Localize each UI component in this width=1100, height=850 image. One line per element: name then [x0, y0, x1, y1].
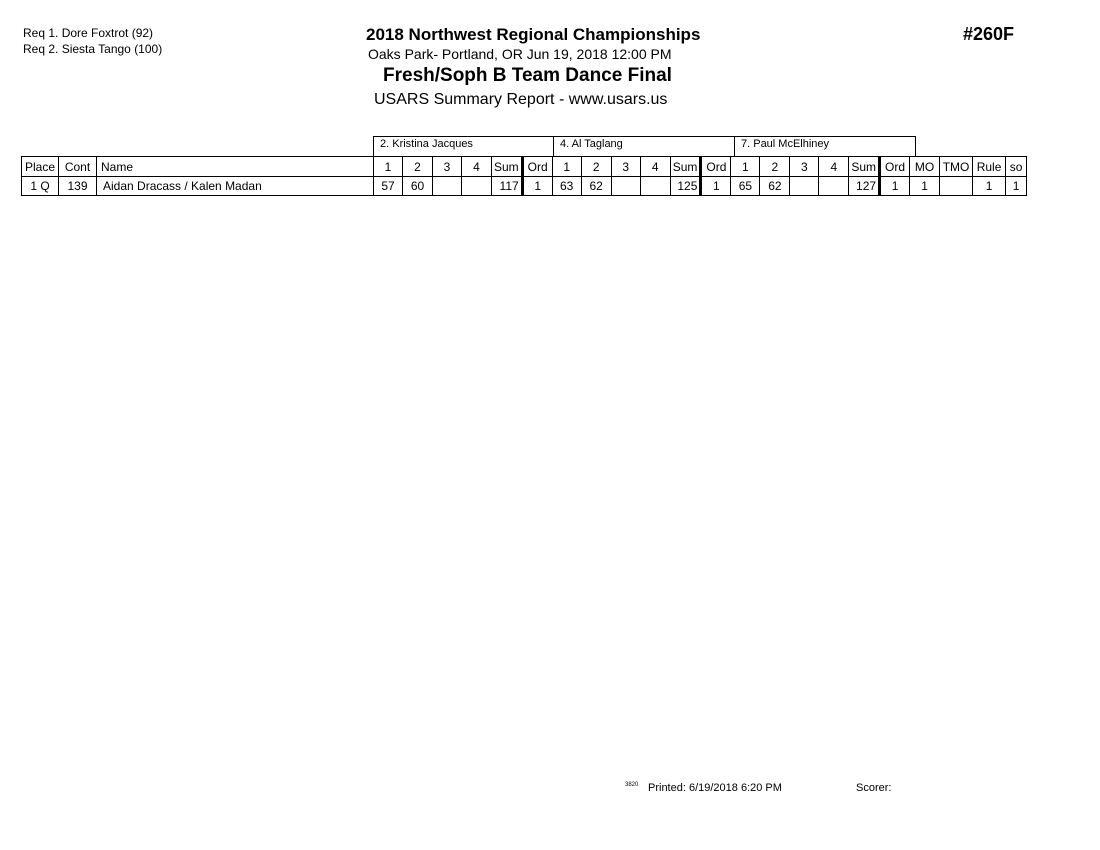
event-name: Fresh/Soph B Team Dance Final [383, 65, 672, 86]
col-j3-s3: 3 [790, 157, 819, 177]
row-mo: 1 [910, 177, 940, 196]
results-table [21, 156, 1027, 196]
col-j1-sum: Sum [492, 157, 523, 177]
col-j3-sum: Sum [849, 157, 880, 177]
col-j2-s3: 3 [611, 157, 640, 177]
col-j3-s1: 1 [731, 157, 760, 177]
judge-header-2: 4. Al Taglang [553, 136, 735, 156]
judge-header-1: 2. Kristina Jacques [373, 136, 554, 156]
col-j2-s2: 2 [581, 157, 611, 177]
col-j2-s1: 1 [552, 157, 581, 177]
row-j3-s1: 65 [731, 177, 760, 196]
col-rule: Rule [973, 157, 1006, 177]
col-j3-s4: 4 [819, 157, 849, 177]
col-j2-sum: Sum [670, 157, 701, 177]
row-j1-s3 [433, 177, 462, 196]
row-rule: 1 [973, 177, 1006, 196]
row-j3-sum: 127 [849, 177, 880, 196]
championship-title: 2018 Northwest Regional Championships [366, 25, 701, 44]
col-mo: MO [910, 157, 940, 177]
col-j1-s3: 3 [433, 157, 462, 177]
row-j3-s3 [790, 177, 819, 196]
judge-header-3: 7. Paul McElhiney [734, 136, 916, 156]
row-j2-ord: 1 [701, 177, 731, 196]
row-j1-sum: 117 [492, 177, 523, 196]
row-j3-s2: 62 [760, 177, 790, 196]
col-j3-s2: 2 [760, 157, 790, 177]
col-j3-ord: Ord [880, 157, 910, 177]
row-j1-s1: 57 [374, 177, 403, 196]
row-j2-s1: 63 [552, 177, 581, 196]
scorer-label: Scorer: [856, 782, 892, 794]
col-j1-s1: 1 [374, 157, 403, 177]
row-name: Aidan Dracass / Kalen Madan [97, 177, 374, 196]
report-title: USARS Summary Report - www.usars.us [374, 91, 668, 108]
col-name: Name [97, 157, 374, 177]
table-row [22, 177, 1027, 196]
row-so: 1 [1006, 177, 1027, 196]
col-cont: Cont [59, 157, 97, 177]
row-j1-s4 [462, 177, 492, 196]
col-j1-s4: 4 [462, 157, 492, 177]
footer-code: 3820 [625, 782, 639, 788]
row-j2-sum: 125 [670, 177, 701, 196]
col-place: Place [22, 157, 59, 177]
requirement-2: Req 2. Siesta Tango (100) [23, 42, 163, 56]
row-j2-s3 [611, 177, 640, 196]
row-j2-s4 [640, 177, 670, 196]
row-j3-s4 [819, 177, 849, 196]
row-tmo [940, 177, 973, 196]
row-j2-s2: 62 [581, 177, 611, 196]
row-place: 1 Q [22, 177, 59, 196]
col-tmo: TMO [940, 157, 973, 177]
table-header-row [22, 157, 1027, 177]
col-j1-s2: 2 [403, 157, 433, 177]
row-cont: 139 [59, 177, 97, 196]
row-j1-s2: 60 [403, 177, 433, 196]
col-so: so [1006, 157, 1027, 177]
row-j1-ord: 1 [522, 177, 552, 196]
col-j1-ord: Ord [522, 157, 552, 177]
requirement-1: Req 1. Dore Foxtrot (92) [23, 26, 154, 40]
col-j2-s4: 4 [640, 157, 670, 177]
location-date: Oaks Park- Portland, OR Jun 19, 2018 12:00 PM [368, 46, 672, 62]
printed-timestamp: Printed: 6/19/2018 6:20 PM [648, 782, 782, 794]
col-j2-ord: Ord [701, 157, 731, 177]
row-j3-ord: 1 [880, 177, 910, 196]
event-number: #260F [963, 24, 1015, 44]
